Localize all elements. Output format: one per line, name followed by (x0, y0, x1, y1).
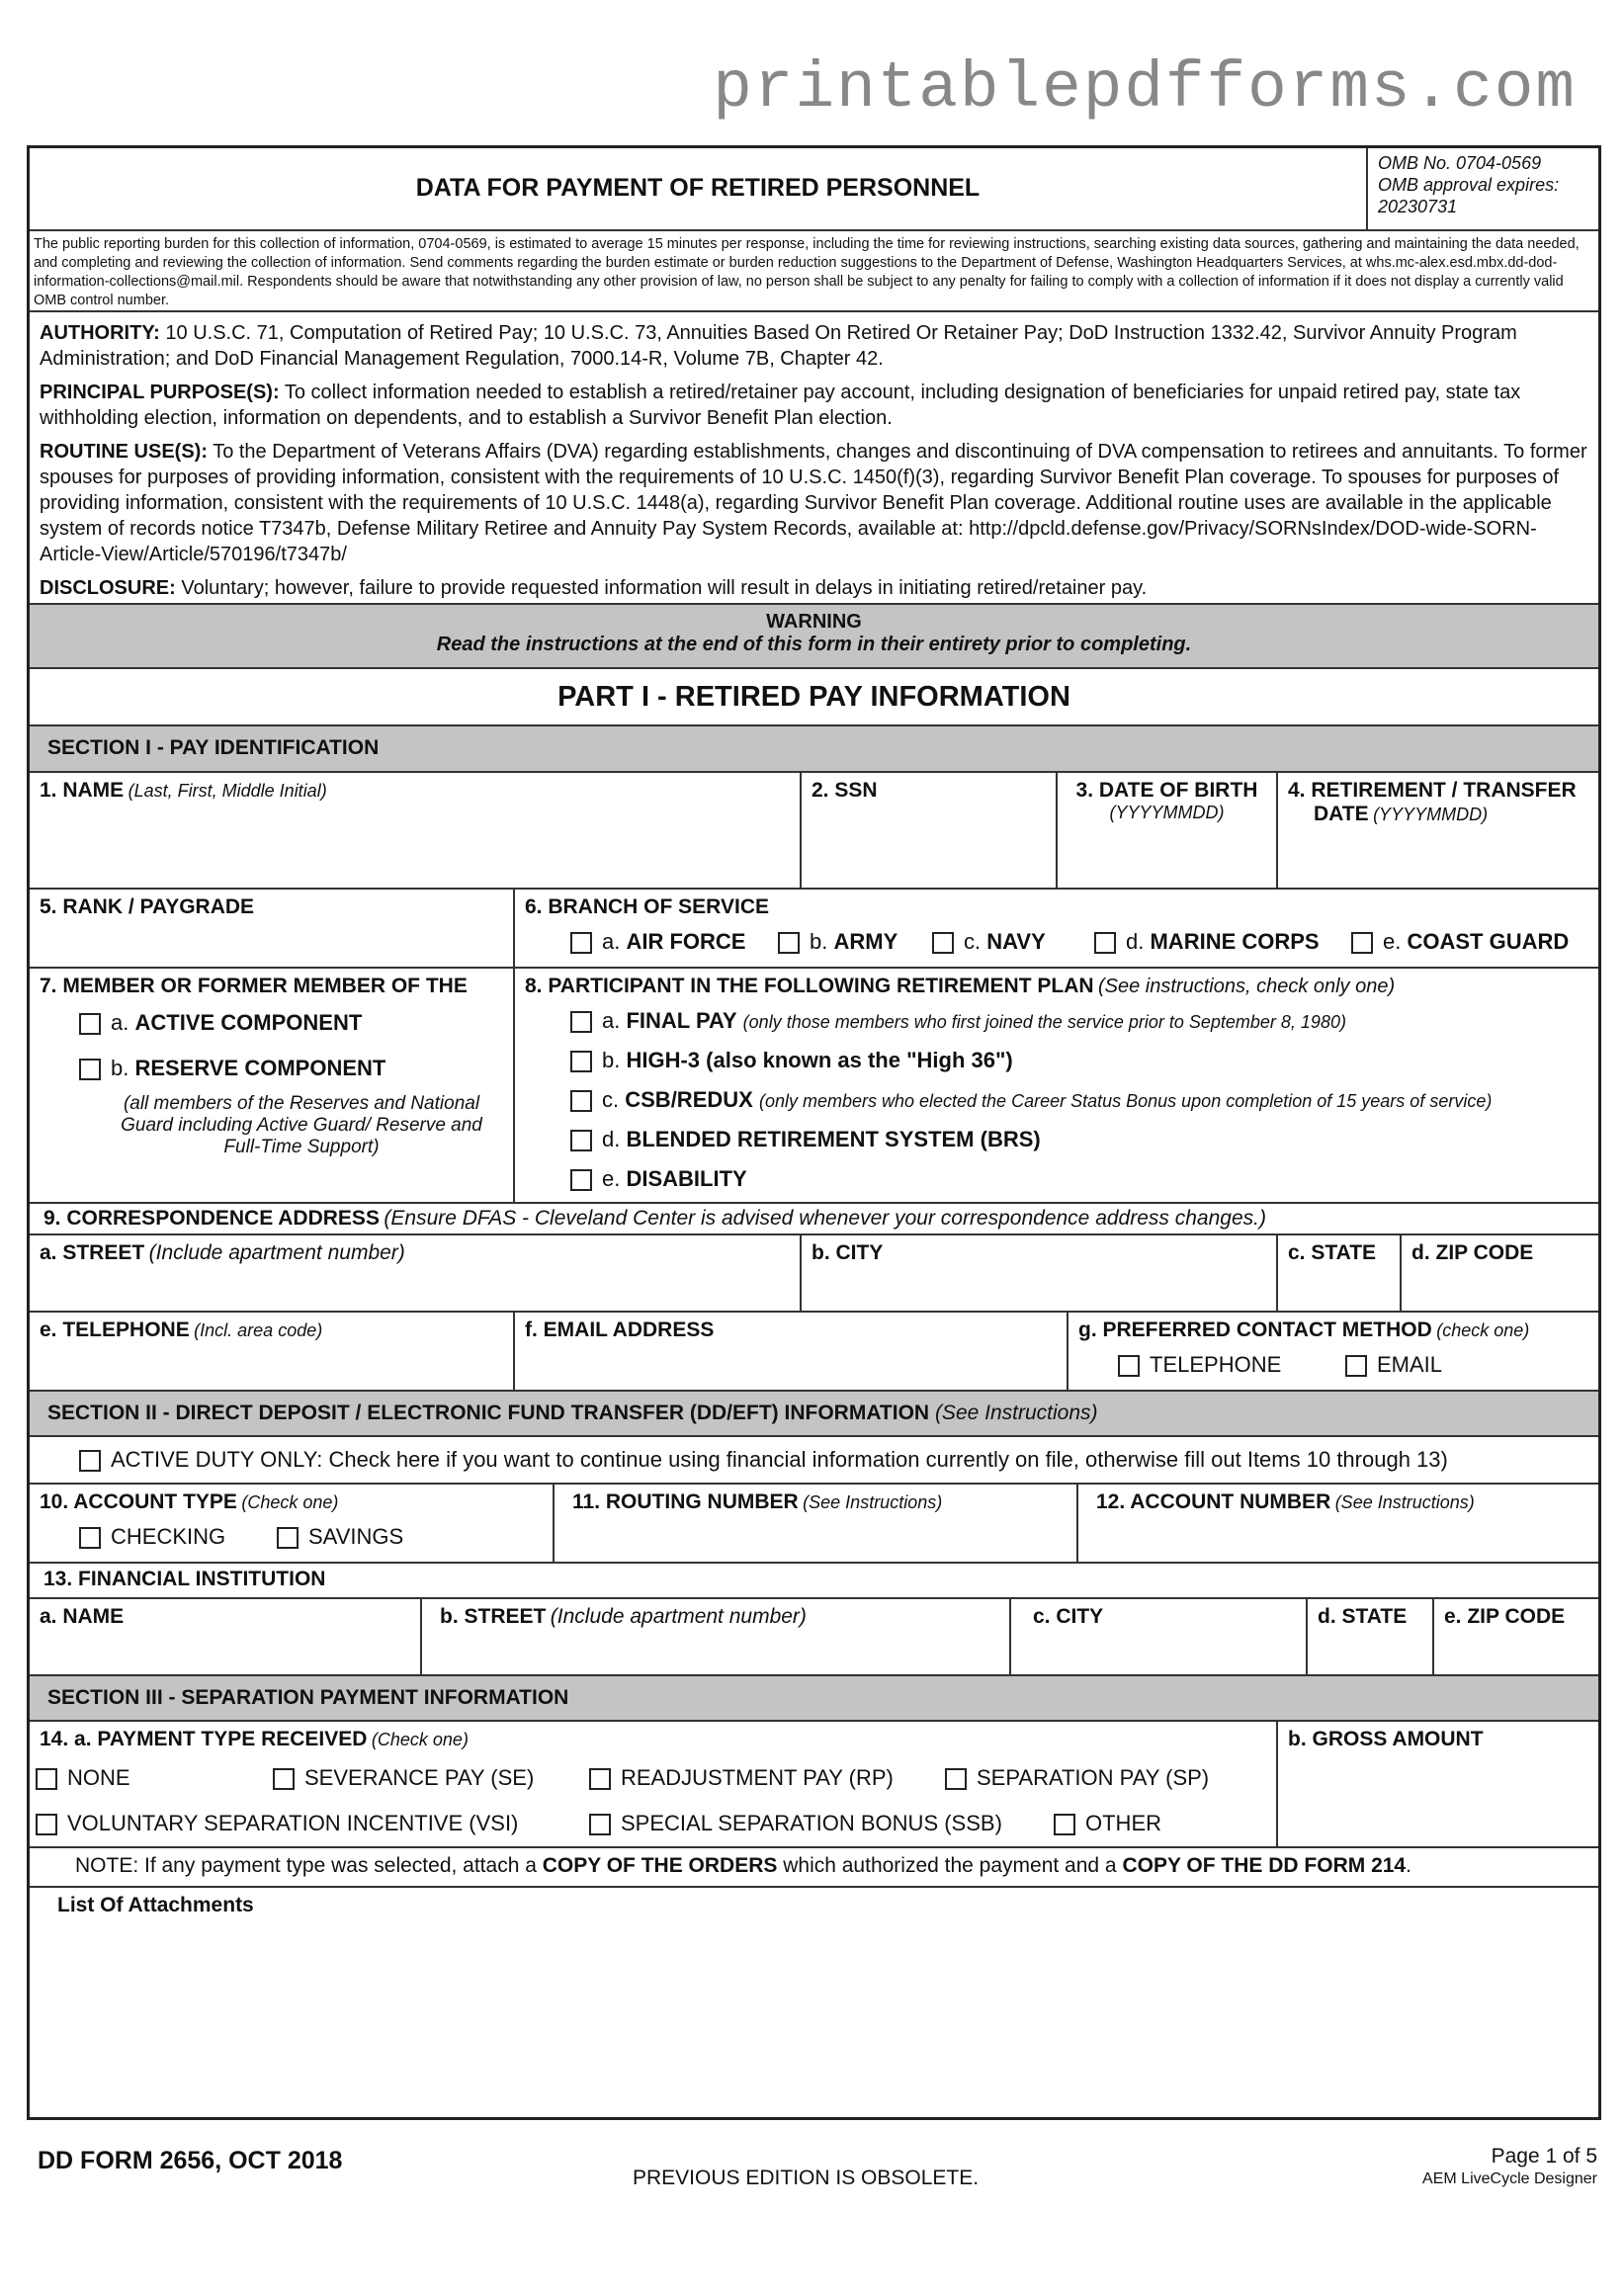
authority: AUTHORITY: 10 U.S.C. 71, Computation of Retired Pay; 10 U.S.C. 73, Annuities Based On Retired Or Retainer Pay; DoD Instruction 1332.42, Survivor Annuity Program Administration; and DoD Financial Management Regulation, 7000.14-R, Volume 7B, Chapter 42. (40, 322, 1517, 370)
reserve-note: (all members of the Reserves and National Guard including Active Guard/ Reserve and Full-Time Support) (121, 1093, 482, 1157)
section1-header: SECTION I - PAY IDENTIFICATION (30, 726, 1598, 773)
preferred-contact-field: g. PREFERRED CONTACT METHOD (check one) TELEPHONE EMAIL (1078, 1318, 1530, 1377)
checkbox[interactable] (79, 1059, 101, 1080)
fi-state-field[interactable]: d. STATE (1308, 1599, 1434, 1674)
form-title: DATA FOR PAYMENT OF RETIRED PERSONNEL (415, 174, 981, 202)
branch-coast-guard[interactable]: e. COAST GUARD (1351, 929, 1569, 955)
street-field[interactable]: a. STREET (Include apartment number) (30, 1235, 802, 1311)
checkbox[interactable] (79, 1013, 101, 1035)
branch-air-force[interactable]: a. AIR FORCE (570, 929, 745, 955)
branch-navy[interactable]: c. NAVY (932, 929, 1046, 955)
checkbox[interactable] (570, 1130, 592, 1151)
checkbox[interactable] (570, 1011, 592, 1033)
payment-note: NOTE: If any payment type was selected, attach a COPY OF THE ORDERS which authorized the payment and a COPY OF THE DD FORM 214. (30, 1848, 1598, 1888)
checkbox[interactable] (1345, 1355, 1367, 1377)
part1-header (30, 669, 1598, 726)
pay-other-option[interactable]: OTHER (1054, 1811, 1161, 1836)
row-items-10-12 (30, 1485, 1598, 1564)
zip-field[interactable]: d. ZIP CODE (1411, 1241, 1534, 1264)
checking-option[interactable]: CHECKING (79, 1524, 225, 1550)
fi-city-field[interactable]: c. CITY (1011, 1599, 1308, 1674)
warning-text: Read the instructions at the end of this form in their entirety prior to completing. (436, 634, 1192, 655)
plan-csb-redux[interactable]: c. CSB/REDUX (only members who elected the Career Status Bonus upon completion of 15 years of service) (570, 1087, 1492, 1113)
fi-zip-field[interactable]: e. ZIP CODE (1444, 1605, 1566, 1628)
savings-option[interactable]: SAVINGS (277, 1524, 403, 1550)
checkbox[interactable] (1351, 932, 1373, 954)
watermark: printablepdfforms.com (713, 51, 1577, 126)
pay-ssb-option[interactable]: SPECIAL SEPARATION BONUS (SSB) (589, 1811, 1002, 1836)
fi-name-field[interactable]: a. NAME (30, 1599, 422, 1674)
checkbox[interactable] (570, 932, 592, 954)
row-items-5-6 (30, 890, 1598, 969)
privacy-act (30, 312, 1598, 605)
warning-box (30, 605, 1598, 669)
plan-disability[interactable]: e. DISABILITY (570, 1166, 747, 1192)
checkbox[interactable] (79, 1527, 101, 1549)
active-duty-option[interactable]: ACTIVE DUTY ONLY: Check here if you want to continue using financial information currently on file, otherwise fill out Items 10 through 13) (79, 1447, 1448, 1473)
city-field[interactable]: b. CITY (802, 1235, 1278, 1311)
ssn-field[interactable]: 2. SSN (802, 773, 1058, 888)
checkbox[interactable] (589, 1814, 611, 1835)
checkbox[interactable] (932, 932, 954, 954)
checkbox[interactable] (79, 1450, 101, 1472)
dob-field[interactable]: 3. DATE OF BIRTH (YYYYMMDD) (1058, 773, 1278, 888)
checkbox[interactable] (570, 1090, 592, 1112)
checkbox[interactable] (277, 1527, 299, 1549)
checkbox[interactable] (778, 932, 800, 954)
pay-vsi-option[interactable]: VOLUNTARY SEPARATION INCENTIVE (VSI) (36, 1811, 518, 1836)
telephone-field[interactable]: e. TELEPHONE (Incl. area code) (30, 1313, 515, 1390)
part1-title: PART I - RETIRED PAY INFORMATION (557, 681, 1070, 713)
form (27, 145, 1601, 2120)
attachments-label: List Of Attachments (57, 1894, 254, 1916)
active-duty-row (30, 1437, 1598, 1485)
plan-final-pay[interactable]: a. FINAL PAY (only those members who first joined the service prior to September 8, 1980) (570, 1008, 1346, 1034)
retirement-date-field[interactable]: 4. RETIREMENT / TRANSFER DATE (YYYYMMDD) (1288, 779, 1577, 825)
name-field[interactable]: 1. NAME (Last, First, Middle Initial) (30, 773, 802, 888)
omb-expires-label: OMB approval expires: (1378, 175, 1560, 195)
warning-title: WARNING (766, 611, 862, 633)
state-field[interactable]: c. STATE (1278, 1235, 1402, 1311)
branch-field: 6. BRANCH OF SERVICE a. AIR FORCE b. ARMY c. NAVY d. MARINE CORPS e. COAST GUARD (525, 895, 1570, 954)
contact-telephone-option[interactable]: TELEPHONE (1118, 1352, 1281, 1378)
routine-uses: ROUTINE USE(S): To the Department of Veterans Affairs (DVA) regarding establishments, changes and discontinuing of DVA compensation to retirees and annuitants. To former spouses for purposes of providing information, consistent with the requirements of 10 U.S.C. 1450(f)(3), regarding Survivor Benefit Plan coverage. To spouses for purposes of providing information, consistent with the requirements of 10 U.S.C. 1448(a), regarding Survivor Benefit Plan coverage. Additional routine uses are available in the applicable system of records notice T7347b, Defense Military Retiree and Annuity Pay System Records, available at: http://dpcld.defense.gov/Privacy/SORNsIndex/DOD-wide-SORN-Article-View/Article/570196/t7347b/ (40, 441, 1587, 565)
checkbox[interactable] (945, 1768, 967, 1790)
row-items-1-4 (30, 773, 1598, 890)
disclosure: DISCLOSURE: Voluntary; however, failure to provide requested information will result in delays in initiating retired/retainer pay. (40, 577, 1148, 599)
pay-readjustment-option[interactable]: READJUSTMENT PAY (RP) (589, 1765, 894, 1791)
contact-email-option[interactable]: EMAIL (1345, 1352, 1442, 1378)
plan-brs[interactable]: d. BLENDED RETIREMENT SYSTEM (BRS) (570, 1127, 1041, 1152)
address-header: 9. CORRESPONDENCE ADDRESS (Ensure DFAS - Cleveland Center is advised whenever your correspondence address changes.) (30, 1204, 1598, 1235)
omb-expires: 20230731 (1378, 197, 1458, 216)
branch-marine-corps[interactable]: d. MARINE CORPS (1094, 929, 1320, 955)
pay-severance-option[interactable]: SEVERANCE PAY (SE) (273, 1765, 534, 1791)
payment-type-field: 14. a. PAYMENT TYPE RECEIVED (Check one) NONE SEVERANCE PAY (SE) READJUSTMENT PAY (RP) SEPARATION PAY (SP) VOLUNTARY SEPARATION INCENTIVE (VSI) SPECIAL SEPARATION BONUS (SSB) OTHER (30, 1722, 1278, 1846)
rank-field[interactable]: 5. RANK / PAYGRADE (30, 890, 515, 967)
checkbox[interactable] (570, 1051, 592, 1072)
checkbox[interactable] (273, 1768, 295, 1790)
checkbox[interactable] (1054, 1814, 1075, 1835)
account-type-field: 10. ACCOUNT TYPE (Check one) CHECKING SAVINGS (30, 1485, 555, 1562)
plan-high-3[interactable]: b. HIGH-3 (also known as the "High 36") (570, 1048, 1013, 1073)
omb-number: OMB No. 0704-0569 (1378, 153, 1542, 173)
burden-statement: The public reporting burden for this collection of information, 0704-0569, is estimated to average 15 minutes per response, including the time for reviewing instructions, searching existing data sources, gathering and maintaining the data needed, and completing and reviewing the collection of information. Send comments regarding the burden estimate or burden reduction suggestions to the Department of Defense, Washington Headquarters Services, at whs.mc-alex.esd.mbx.dd-dod-information-collections@mail.mil. Respondents should be aware that notwithstanding any other provision of law, no person shall be subject to any penalty for failing to comply with a collection of information if it does not display a currently valid OMB control number. (30, 231, 1598, 312)
omb-box (1368, 148, 1598, 229)
checkbox[interactable] (589, 1768, 611, 1790)
branch-army[interactable]: b. ARMY (778, 929, 897, 955)
contact-row (30, 1313, 1598, 1392)
attachments-area[interactable] (30, 1888, 1598, 2117)
row-item-14 (30, 1722, 1598, 1848)
checkbox[interactable] (36, 1814, 57, 1835)
section2-header: SECTION II - DIRECT DEPOSIT / ELECTRONIC FUND TRANSFER (DD/EFT) INFORMATION (See Instructions) (30, 1392, 1598, 1437)
form-id: DD FORM 2656, OCT 2018 (38, 2147, 343, 2174)
principal-purpose: PRINCIPAL PURPOSE(S): To collect information needed to establish a retired/retainer pay account, including designation of beneficiaries for unpaid retired pay, state tax withholding election, information on dependents, and to establish a Survivor Benefit Plan election. (40, 382, 1521, 429)
checkbox[interactable] (570, 1169, 592, 1191)
checkbox[interactable] (1094, 932, 1116, 954)
financial-institution-row (30, 1599, 1598, 1676)
address-row (30, 1235, 1598, 1313)
page-number: Page 1 of 5 (1491, 2145, 1597, 2168)
fi-street-field[interactable]: b. STREET (Include apartment number) (422, 1599, 1011, 1674)
member-field: 7. MEMBER OR FORMER MEMBER OF THE a. ACTIVE COMPONENT b. RESERVE COMPONENT (all members of the Reserves and National Guard including Active Guard/ Reserve and Full-Time Support) (30, 969, 515, 1202)
routing-number-field[interactable]: 11. ROUTING NUMBER (See Instructions) (555, 1485, 1078, 1562)
header-row (30, 148, 1598, 231)
gross-amount-field[interactable]: b. GROSS AMOUNT (1288, 1728, 1484, 1750)
checkbox[interactable] (1118, 1355, 1140, 1377)
active-component-option[interactable]: a. ACTIVE COMPONENT (79, 1010, 362, 1036)
account-number-field[interactable]: 12. ACCOUNT NUMBER (See Instructions) (1096, 1490, 1475, 1513)
obsolete-note: PREVIOUS EDITION IS OBSOLETE. (633, 2167, 980, 2189)
row-items-7-8 (30, 969, 1598, 1204)
email-field[interactable]: f. EMAIL ADDRESS (515, 1313, 1068, 1390)
designer-note: AEM LiveCycle Designer (1422, 2170, 1597, 2187)
section3-header: SECTION III - SEPARATION PAYMENT INFORMATION (30, 1676, 1598, 1722)
pay-separation-option[interactable]: SEPARATION PAY (SP) (945, 1765, 1209, 1791)
financial-institution-header: 13. FINANCIAL INSTITUTION (30, 1564, 1598, 1599)
reserve-component-option[interactable]: b. RESERVE COMPONENT (79, 1056, 385, 1081)
checkbox[interactable] (36, 1768, 57, 1790)
retirement-plan-field: 8. PARTICIPANT IN THE FOLLOWING RETIREMENT PLAN (See instructions, check only one) a. FINAL PAY (only those members who first joined the service prior to September 8, 1980) b. HIGH-3 (also known as the "High 36") c. CSB/REDUX (only members who elected the Career Status Bonus upon completion of 15 years of service) d. BLENDED RETIREMENT SYSTEM (BRS) e. DISABILITY (525, 975, 1493, 1191)
pay-none-option[interactable]: NONE (36, 1765, 130, 1791)
